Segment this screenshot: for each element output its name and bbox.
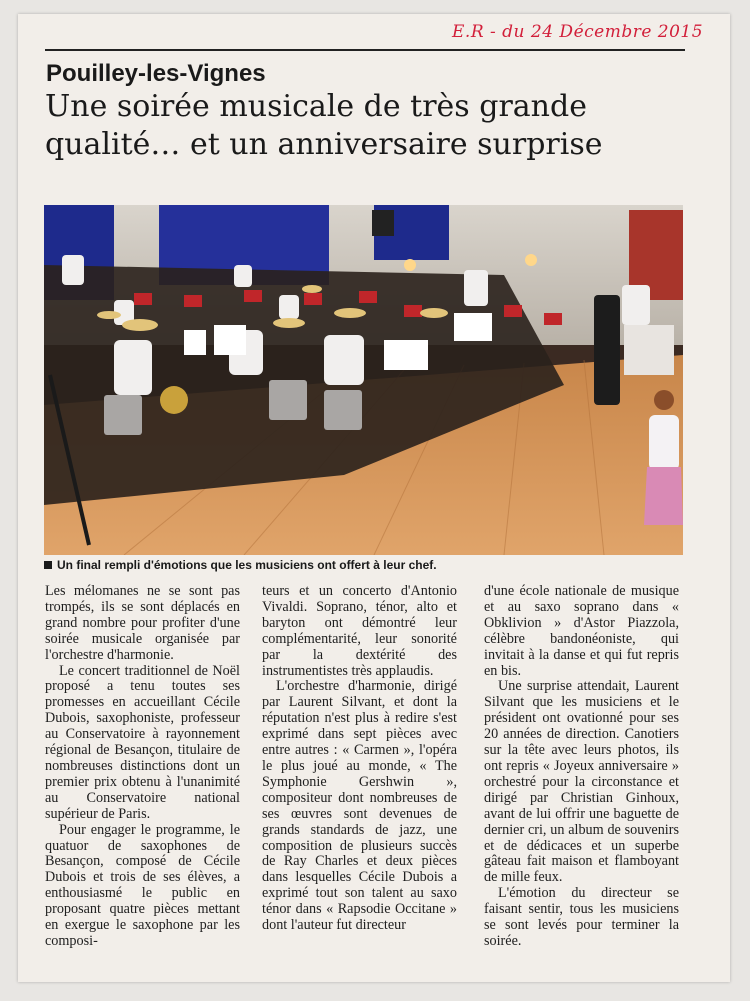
- handwritten-date-note: E.R - du 24 Décembre 2015: [452, 22, 704, 42]
- paragraph: Le concert traditionnel de Noël proposé a tenu toutes ses promesses en accueillant Cécile Dubois, saxophoniste, professeur au Conservatoire à rayonnement régional de Besançon, titulaire de nombreuses distinctions dont un premier prix obtenu à l'unanimité au Conservatoire national supérieur de Paris.: [45, 662, 240, 822]
- paragraph: Pour engager le programme, le quatuor de saxophones de Besançon, composé de Cécile Dubois et trois de ses élèves, a enthousiasmé le public en proposant quatre pièces mettant en exergue le saxophone par les composi-: [45, 821, 240, 949]
- paragraph: L'émotion du directeur se faisant sentir, tous les musiciens se sont levés pour terminer la soirée.: [484, 885, 679, 949]
- concert-photo: [44, 205, 683, 555]
- paragraph: d'une école nationale de musique et au saxo soprano dans « Obklivion » d'Astor Piazzola, célèbre bandonéoniste, qui invitait à la danse et qui fut repris en bis.: [484, 583, 679, 679]
- paragraph: Une surprise attendait, Laurent Silvant que les musiciens et le président ont ovationné pour ses 20 années de direction. Canotiers sur la tête avec leurs photos, ils ont repris « Joyeux anniversaire » orchestré pour la circonstance et dirigé par Christian Ginhoux, avant de lui offrir une baguette de dernier cri, un album de souvenirs et de dédicaces et un superbe gâteau fait maison et flamboyant de mille feux.: [484, 678, 679, 886]
- article-column-3: [484, 584, 679, 950]
- article-kicker: Pouilley-les-Vignes: [46, 60, 266, 87]
- caption-square-marker: [44, 561, 52, 569]
- concert-photo-illustration: [44, 205, 683, 555]
- article-headline: Une soirée musicale de très grande qualité… et un anniversaire surprise: [45, 89, 603, 162]
- header-rule: [45, 49, 685, 51]
- photo-caption: [44, 558, 437, 572]
- paragraph: teurs et un concerto d'Antonio Vivaldi. Soprano, ténor, alto et baryton ont démontré leur complémentarité, leur sonorité par la dextérité des instrumentistes très applaudis.: [262, 583, 457, 679]
- paragraph: Les mélomanes ne se sont pas trompés, ils se sont déplacés en grand nombre pour profiter d'une soirée musicale organisée par l'orchestre d'harmonie.: [45, 583, 240, 663]
- article-column-1: [45, 584, 240, 950]
- paragraph: L'orchestre d'harmonie, dirigé par Laurent Silvant, et dont la réputation n'est plus à redire s'est exprimé dans sept pièces avec entre autres : « Carmen », l'opéra le plus joué au monde, « The Symphonie Gershwin », compositeur dont nombreuses de ses œuvres sont devenues de grands standards de jazz, une composition de plusieurs succès de Ray Charles et deux pièces dans lesquelles Cécile Dubois a exprimé tout son talent au saxo ténor dans « Rapsodie Occitane » dont l'auteur fut directeur: [262, 678, 457, 934]
- photo-caption-text: Un final rempli d'émotions que les musiciens ont offert à leur chef.: [57, 558, 437, 572]
- article-column-2: [262, 584, 457, 934]
